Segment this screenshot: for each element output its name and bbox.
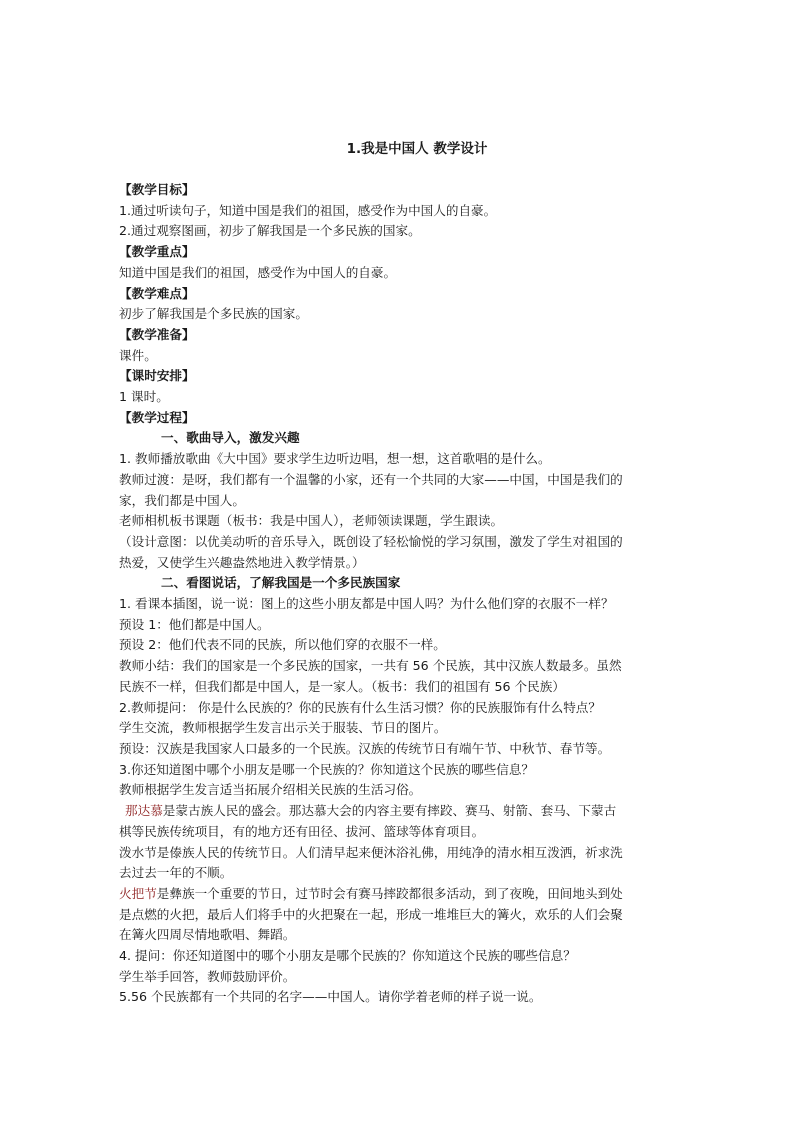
document-title: 1.我是中国人 教学设计 [346, 141, 488, 157]
goal-item-2: 2.通过观察图画，初步了解我国是一个多民族的国家。 [119, 223, 421, 239]
section-header-difficulty: 【教学难点】 [119, 285, 195, 301]
torch-term: 火把节 [119, 885, 157, 901]
part1-line: 热爱，又使学生兴趣盎然地进入教学情景。） [119, 554, 365, 570]
torch-festival-paragraph-cont: 是点燃的火把，最后人们将手中的火把聚在一起，形成一堆堆巨大的篝火，欢乐的人们会聚 [119, 906, 623, 922]
part2-line: 民族不一样，但我们都是中国人，是一家人。（板书：我们的祖国有 56 个民族） [119, 678, 565, 694]
water-festival-paragraph-cont: 去过去一年的不顺。 [119, 865, 233, 881]
naadam-paragraph-cont: 棋等民族传统项目，有的地方还有田径、拔河、篮球等体育项目。 [119, 823, 485, 839]
process-part1-heading: 一、歌曲导入，激发兴趣 [161, 430, 300, 446]
section-header-process: 【教学过程】 [119, 409, 195, 425]
torch-text: 是彝族一个重要的节日，过节时会有赛马摔跤都很多活动，到了夜晚，田间地头到处 [156, 885, 623, 901]
torch-festival-paragraph-cont: 在篝火四周尽情地歌唱、舞蹈。 [119, 927, 296, 943]
schedule-text: 1 课时。 [119, 389, 169, 405]
part1-line: 家，我们都是中国人。 [119, 492, 245, 508]
section-header-goals: 【教学目标】 [119, 182, 195, 197]
section-header-schedule: 【课时安排】 [119, 368, 195, 384]
part2-line: 3.你还知道图中哪个小朋友是哪一个民族的？你知道这个民族的哪些信息？ [119, 761, 535, 777]
document-body [119, 180, 679, 1008]
part2-line: 预设 1：他们都是中国人。 [119, 616, 270, 632]
tail-line: 4. 提问：你还知道图中的哪个小朋友是哪个民族的？你知道这个民族的哪些信息？ [119, 948, 576, 964]
part2-line: 预设 2：他们代表不同的民族，所以他们穿的衣服不一样。 [119, 637, 446, 653]
goal-item-1: 1.通过听读句子，知道中国是我们的祖国，感受作为中国人的自豪。 [119, 202, 497, 218]
part1-line: 教师过渡：是呀，我们都有一个温馨的小家，还有一个共同的大家——中国，中国是我们的 [119, 471, 623, 487]
naadam-text: 是蒙古族人民的盛会。那达慕大会的内容主要有摔跤、赛马、射箭、套马、下蒙古 [162, 803, 617, 819]
part2-line: 1. 看课本插图，说一说：图上的这些小朋友都是中国人吗？为什么他们穿的衣服不一样？ [119, 596, 614, 612]
part2-line: 教师根据学生发言适当拓展介绍相关民族的生活习俗。 [119, 782, 422, 798]
part1-line: 1. 教师播放歌曲《大中国》要求学生边听边唱，想一想，这首歌唱的是什么。 [119, 451, 551, 467]
process-part2-heading: 二、看图说话，了解我国是一个多民族国家 [161, 575, 401, 591]
naadam-paragraph [119, 801, 679, 822]
part1-line: （设计意图：以优美动听的音乐导入，既创设了轻松愉悦的学习氛围，激发了学生对祖国的 [119, 533, 623, 549]
part2-line: 教师小结：我们的国家是一个多民族的国家，一共有 56 个民族，其中汉族人数最多。虽然 [119, 658, 622, 674]
prep-text: 课件。 [119, 347, 157, 363]
naadam-term: 那达慕 [125, 803, 163, 819]
part2-line: 2.教师提问： 你是什么民族的？你的民族有什么生活习惯？你的民族服饰有什么特点？ [119, 699, 601, 715]
torch-festival-paragraph [119, 884, 679, 905]
tail-line: 学生举手回答，教师鼓励评价。 [119, 968, 296, 984]
focus-text: 知道中国是我们的祖国，感受作为中国人的自豪。 [119, 264, 397, 280]
part2-line: 学生交流，教师根据学生发言出示关于服装、节日的图片。 [119, 720, 447, 736]
water-festival-paragraph: 泼水节是傣族人民的传统节日。人们清早起来便沐浴礼佛，用纯净的清水相互泼洒，祈求洗 [119, 844, 623, 860]
difficulty-text: 初步了解我国是个多民族的国家。 [119, 306, 308, 322]
section-header-focus: 【教学重点】 [119, 244, 195, 260]
section-header-prep: 【教学准备】 [119, 326, 195, 342]
part2-line: 预设：汉族是我国家人口最多的一个民族。汉族的传统节日有端午节、中秋节、春节等。 [119, 740, 611, 756]
part1-line: 老师相机板书课题（板书：我是中国人），老师领读课题，学生跟读。 [119, 513, 504, 529]
tail-line: 5.56 个民族都有一个共同的名字——中国人。请你学着老师的样子说一说。 [119, 989, 542, 1005]
